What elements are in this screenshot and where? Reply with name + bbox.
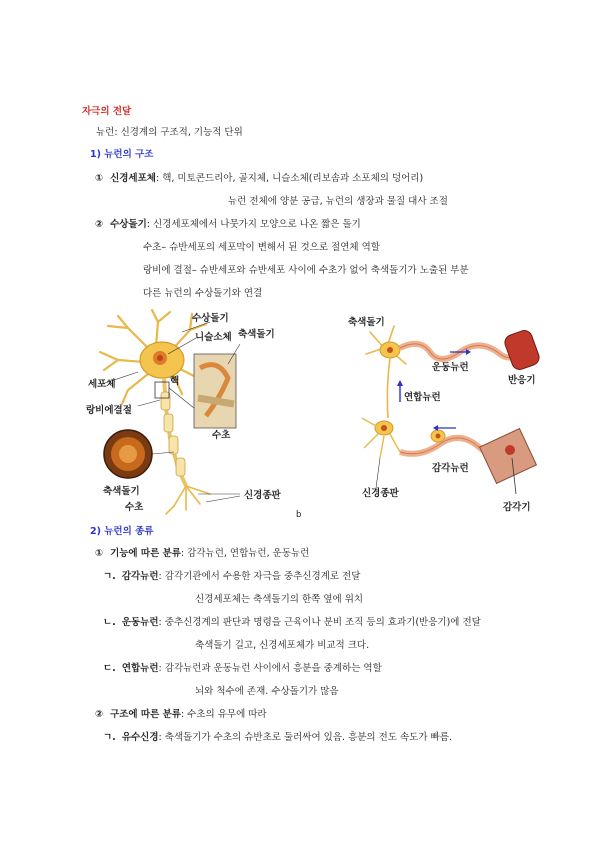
item-term: 유수신경: [121, 732, 159, 743]
type-motor: [103, 618, 481, 628]
item-number: ①: [95, 173, 104, 184]
item-term: 감각뉴런: [121, 571, 159, 582]
label-axon-right: 축색돌기: [348, 317, 385, 328]
item-text: : 감각뉴런과 운동뉴런 사이에서 흥분을 중계하는 역할: [158, 663, 382, 674]
item-text: : 감각뉴런, 연합뉴런, 운동뉴런: [180, 548, 310, 559]
item-term: 신경세포체: [110, 173, 156, 184]
type-motor-sub: 축색돌기 길고, 신경세포체가 비교적 크다.: [195, 640, 370, 651]
neuron-illustration-right: [340, 318, 555, 508]
item-term: 연합뉴런: [121, 663, 159, 674]
label-nissl-body: 니슬소체: [195, 332, 232, 343]
structure-item-2-sub-3: 다른 뉴런의 수상돌기와 연결: [143, 288, 263, 299]
label-effector: 반응기: [508, 375, 536, 386]
type-interneuron-sub: 뇌와 척수에 존재. 수상돌기가 많음: [195, 686, 339, 697]
structure-item-1: [95, 174, 423, 184]
item-mark: ㄱ.: [103, 732, 116, 743]
structure-item-2-sub-2: 랑비에 결절– 슈반세포와 슈반세포 사이에 수초가 없어 축색돌기가 노출된 부분: [143, 265, 469, 276]
label-interneuron: 연합뉴런: [404, 392, 441, 403]
label-axon-terminal-right: 신경종판: [362, 488, 399, 499]
section-title: 자극의 전달: [82, 106, 132, 117]
type-sensory-sub: 신경세포체는 축색돌기의 한쪽 옆에 위치: [195, 594, 364, 605]
label-axon-terminal: 신경종판: [244, 490, 281, 501]
label-cell-body: 세포체: [88, 379, 116, 390]
label-myelin-section: 수초: [125, 502, 144, 513]
item-mark: ㄷ.: [103, 663, 116, 674]
label-sensory-neuron: 감각뉴런: [432, 463, 469, 474]
item-number: ②: [95, 709, 104, 720]
intro-text: 뉴런: 신경계의 구조적, 기능적 단위: [96, 127, 243, 138]
figure-panel-letter: b: [296, 510, 302, 520]
item-number: ①: [95, 548, 104, 559]
label-myelin: 수초: [212, 430, 231, 441]
type-myelinated: [103, 733, 452, 743]
label-dendrite: 수상돌기: [192, 313, 229, 324]
section-1-heading: 1) 뉴런의 구조: [90, 149, 154, 160]
label-receptor: 감각기: [503, 502, 531, 513]
item-text: : 축색돌기가 수초의 슈반초로 둘러싸여 있음. 흥분의 전도 속도가 빠름.: [158, 732, 452, 743]
structure-item-2: [95, 220, 361, 230]
section-2-heading: 2) 뉴런의 종류: [90, 526, 154, 537]
item-term: 기능에 따른 분류: [110, 548, 181, 559]
structure-item-1-sub: 뉴런 전체에 양분 공급, 뉴런의 생장과 물질 대사 조절: [228, 196, 448, 207]
item-text: : 수초의 유무에 따라: [180, 709, 267, 720]
item-text: : 감각기관에서 수용한 자극을 중추신경계로 전달: [158, 571, 361, 582]
classification-1: [95, 549, 309, 559]
label-axon: 축색돌기: [238, 329, 275, 340]
label-nucleus: 핵: [170, 376, 180, 387]
item-mark: ㄱ.: [103, 571, 116, 582]
item-number: ②: [95, 219, 104, 230]
item-term: 구조에 따른 분류: [110, 709, 181, 720]
type-interneuron: [103, 664, 382, 674]
label-node-of-ranvier: 랑비에결절: [86, 405, 132, 416]
type-sensory: [103, 572, 360, 582]
item-text: : 핵, 미토콘드리아, 골지체, 니슬소체(리보솜과 소포체의 덩어리): [155, 173, 424, 184]
label-axon-section: 축색돌기: [103, 486, 140, 497]
item-text: : 중추신경계의 판단과 명령을 근육이나 분비 조직 등의 효과기(반응기)에 전달: [158, 617, 481, 628]
item-mark: ㄴ.: [103, 617, 116, 628]
label-motor-neuron: 운동뉴런: [432, 362, 469, 373]
item-term: 운동뉴런: [121, 617, 159, 628]
item-text: : 신경세포체에서 나뭇가지 모양으로 나온 짧은 돌기: [146, 219, 361, 230]
structure-item-2-sub-1: 수초– 슈반세포의 세포막이 변해서 된 것으로 절연체 역할: [143, 242, 380, 253]
classification-2: [95, 710, 267, 720]
item-term: 수상돌기: [110, 219, 147, 230]
